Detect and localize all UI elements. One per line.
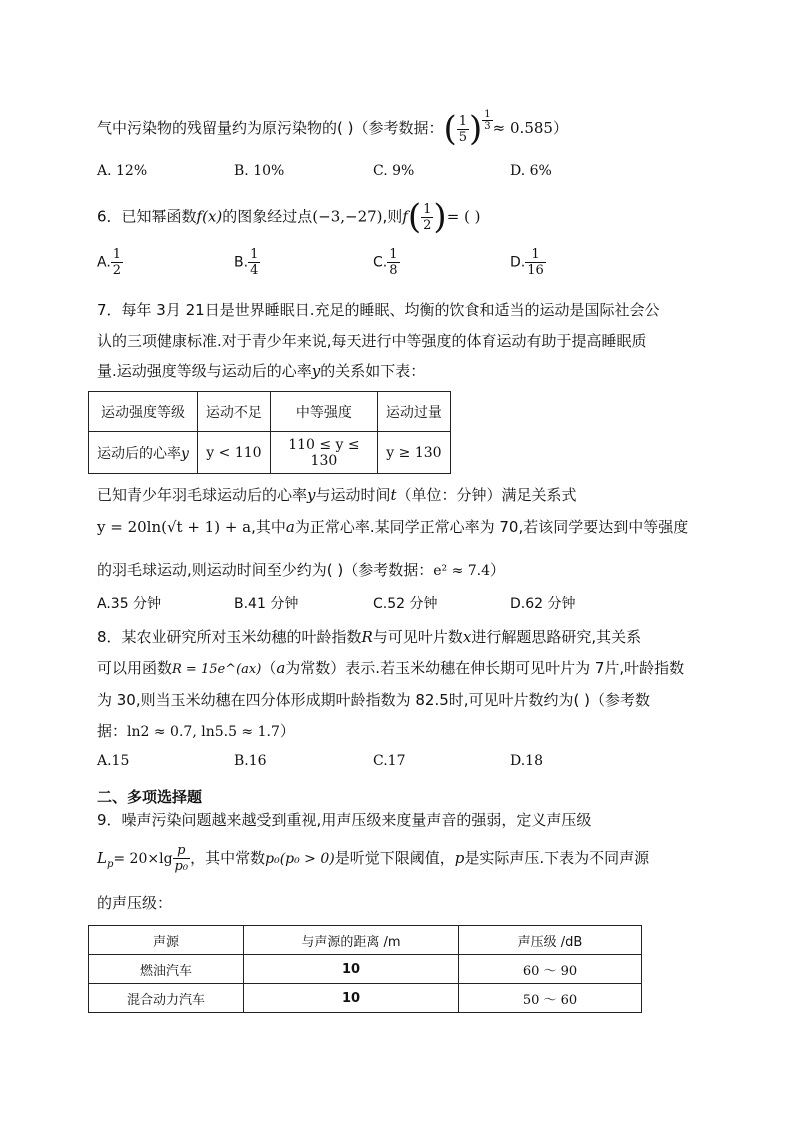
q8-line1: 8．某农业研究所对玉米幼穗的叶龄指数R与可见叶片数x进行解题思路研究,其关系 <box>97 628 642 646</box>
q7-line5: y = 20ln(√t + 1) + a,其中a为正常心率.某同学正常心率为 70,若该同学要达到中等强度 <box>97 518 689 536</box>
q7-table-header: 运动不足 <box>197 392 270 432</box>
q9-table-cell: 60 ～ 90 <box>459 955 642 984</box>
q7-table-row-label: 运动后的心率y <box>89 432 198 474</box>
q7-table-header: 运动过量 <box>377 392 450 432</box>
q5-ref-formula: ( $\frac{1}{5}$ ) $^{\frac{1}{3}}$ <box>443 108 491 149</box>
q9-formula: $L_p$ <box>97 849 114 870</box>
q5-ref-value: ≈ 0.585） <box>492 119 568 137</box>
q7-table-header: 运动强度等级 <box>89 392 198 432</box>
q9-sound-table <box>88 925 642 1013</box>
q7-ref: e² ≈ 7.4 <box>433 563 491 579</box>
q8-formula: R = 15e^(ax) <box>172 662 262 677</box>
q9-table-cell: 混合动力汽车 <box>89 984 244 1013</box>
q7-table-cell: y < 110 <box>197 432 270 474</box>
q6-option-b: B. $\frac{1}{4}$ <box>234 247 259 278</box>
q7-table-cell: 110 ≤ y ≤ 130 <box>270 432 377 474</box>
q7-table-cell: y ≥ 130 <box>377 432 450 474</box>
q5-option-a: A. 12% <box>97 163 148 179</box>
q6-option-c: C. $\frac{1}{8}$ <box>373 247 398 278</box>
q7-line1: 7．每年 3月 21日是世界睡眠日.充足的睡眠、均衡的饮食和适当的运动是国际社会公 <box>97 301 660 319</box>
q6-option-a: A. $\frac{1}{2}$ <box>97 247 122 278</box>
q7-option-a: A.35 分钟 <box>97 596 162 612</box>
q9-table-cell: 燃油汽车 <box>89 955 244 984</box>
q7-line2: 认的三项健康标准.对于青少年来说,每天进行中等强度的体育运动有助于提高睡眠质 <box>97 332 647 350</box>
q9-table-header: 声压级 /dB <box>459 926 642 955</box>
q9-table-header: 声源 <box>89 926 244 955</box>
q7-table-header: 中等强度 <box>270 392 377 432</box>
q5-stem-text: 气中污染物的残留量约为原污染物的( )（参考数据： <box>97 119 444 137</box>
q8-option-a: A.15 <box>97 753 130 769</box>
q9-table-cell: 50 ～ 60 <box>459 984 642 1013</box>
q7-option-b: B.41 分钟 <box>234 596 299 612</box>
q5-option-c: C. 9% <box>373 163 415 179</box>
q7-line4: 已知青少年羽毛球运动后的心率y与运动时间t（单位：分钟）满足关系式 <box>97 486 577 504</box>
q7-line6: 的羽毛球运动,则运动时间至少约为( )（参考数据：e² ≈ 7.4） <box>97 561 506 579</box>
q6-point: (−3,−27) <box>312 207 383 226</box>
section-title: 二、多项选择题 <box>97 788 203 806</box>
q8-line2: 可以用函数R = 15e^(ax)（a为常数）表示.若玉米幼穗在伸长期可见叶片为 7片,叶龄指数 <box>97 659 685 677</box>
q6-option-d: D. $\frac{1}{16}$ <box>510 247 544 278</box>
q5-option-d: D. 6% <box>510 163 552 179</box>
q7-option-c: C.52 分钟 <box>373 596 438 612</box>
q7-line3: 量.运动强度等级与运动后的心率y的关系如下表： <box>97 362 426 380</box>
q5-option-b: B. 10% <box>234 163 285 179</box>
q9-table-cell: 10 <box>244 984 459 1013</box>
q6-func: f(x) <box>196 207 223 226</box>
q6-stem: 6．已知幂函数f(x)的图象经过点(−3,−27),则f( $\frac{1}{2}$ )= ( ) <box>97 197 481 237</box>
q8-option-b: B.16 <box>234 753 267 769</box>
q8-option-c: C.17 <box>373 753 406 769</box>
q9-table-header: 与声源的距离 /m <box>244 926 459 955</box>
q9-line3: 的声压级： <box>97 894 173 912</box>
q8-line3: 为 30,则当玉米幼穗在四分体形成期叶龄指数为 82.5时,可见叶片数约为( )（参考数 <box>97 691 651 709</box>
q7-option-d: D.62 分钟 <box>510 596 576 612</box>
q8-option-d: D.18 <box>510 753 543 769</box>
q8-ref: ln2 ≈ 0.7, ln5.5 ≈ 1.7 <box>127 724 280 740</box>
q8-line4: 据：ln2 ≈ 0.7, ln5.5 ≈ 1.7） <box>97 722 295 740</box>
q7-formula: y = 20ln(√t + 1) + a <box>97 518 252 536</box>
q9-table-cell: 10 <box>244 955 459 984</box>
q7-heart-rate-table <box>88 391 451 474</box>
q9-line2: $L_p= 20\times\lg$ $\frac{p}{\text{p₀}}$ ，其中常数p₀(p₀ > 0)是听觉下限阈值，p是实际声压.下表为不同声源 <box>97 843 650 874</box>
q5-stem <box>97 108 568 149</box>
q9-line1: 9．噪声污染问题越来越受到重视,用声压级来度量声音的强弱，定义声压级 <box>97 811 592 829</box>
